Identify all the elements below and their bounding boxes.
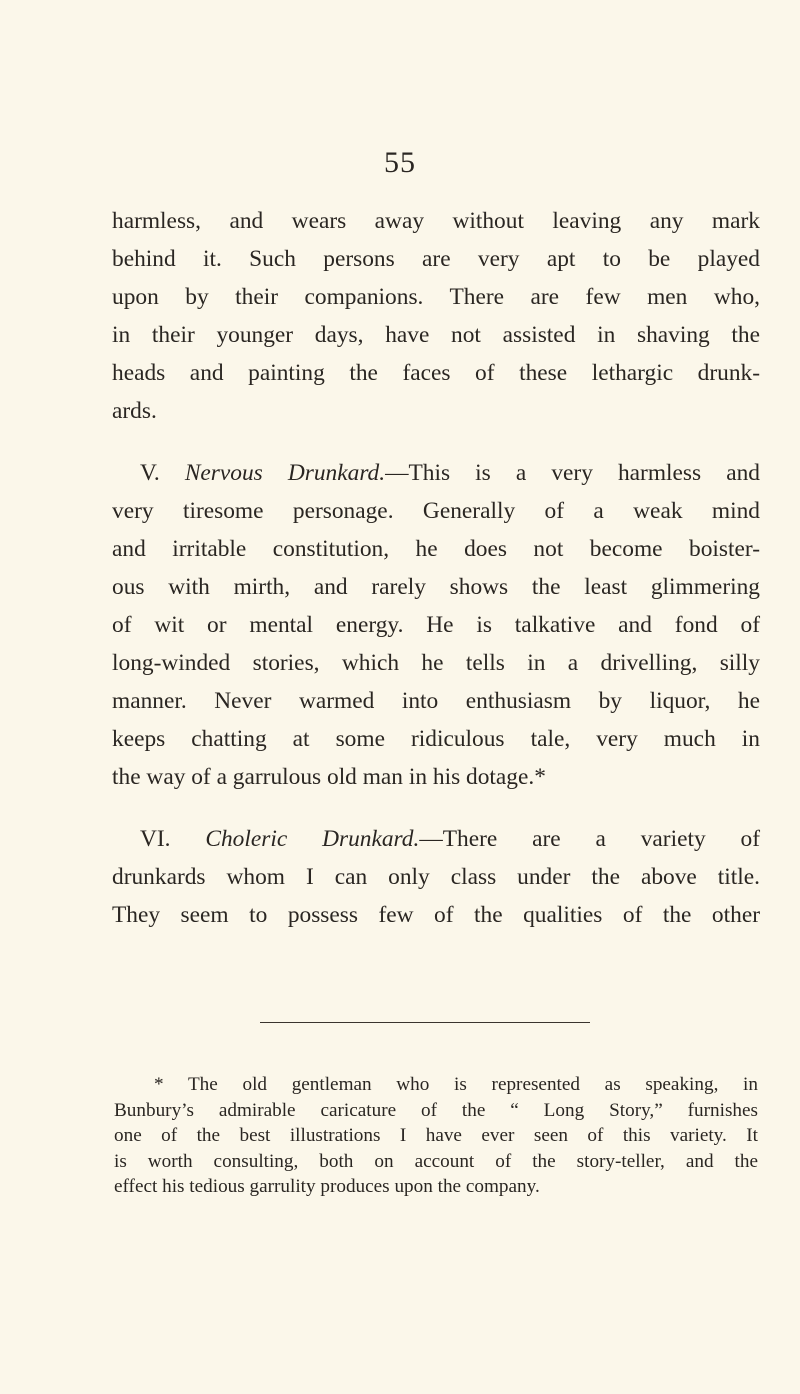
text-line: heads and painting the faces of these lethargic drunk- <box>112 360 760 386</box>
text-line: drunkards whom I can only class under the above title. <box>112 864 760 890</box>
text-line: of wit or mental energy. He is talkative and fond of <box>112 612 760 638</box>
text-line: They seem to possess few of the qualities of the other <box>112 902 760 928</box>
body-text <box>112 202 760 934</box>
text-line: ards. <box>112 398 157 424</box>
page-number: 55 <box>384 146 416 179</box>
text-line: keeps chatting at some ridiculous tale, very much in <box>112 726 760 752</box>
paragraph-choleric-drunkard <box>112 820 760 934</box>
section-numeral: V. <box>140 460 185 486</box>
text-line: manner. Never warmed into enthusiasm by liquor, he <box>112 688 760 714</box>
footnote-divider <box>260 1022 590 1023</box>
footnote-line: effect his tedious garrulity produces upon the company. <box>114 1176 540 1197</box>
footnote-line: one of the best illustrations I have ever seen of this variety. It <box>114 1125 758 1146</box>
paragraph-heading-line <box>112 454 760 492</box>
text-run: —There are a variety of <box>419 826 760 852</box>
paragraph-continuation <box>112 202 760 430</box>
footnote <box>114 1072 758 1200</box>
text-line: in their younger days, have not assisted in shaving the <box>112 322 760 348</box>
text-line: behind it. Such persons are very apt to be played <box>112 246 760 272</box>
footnote-line: is worth consulting, both on account of the story-teller, and the <box>114 1150 758 1172</box>
paragraph-nervous-drunkard <box>112 454 760 796</box>
text-run: —This is a very harmless and <box>385 460 760 486</box>
paragraph-heading-line <box>112 820 760 858</box>
text-line: ous with mirth, and rarely shows the least glimmering <box>112 574 760 600</box>
footnote-line: Bunbury’s admirable caricature of the “ Long Story,” furnishes <box>114 1099 758 1121</box>
footnote-line: * The old gentleman who is represented as speaking, in <box>154 1074 758 1095</box>
text-line: and irritable constitution, he does not become boister- <box>112 536 760 562</box>
section-numeral: VI. <box>140 826 206 852</box>
section-title: Nervous Drunkard. <box>184 460 386 486</box>
text-line: upon by their companions. There are few men who, <box>112 284 760 310</box>
text-line: long-winded stories, which he tells in a drivelling, silly <box>112 650 760 676</box>
text-line: the way of a garrulous old man in his dotage.* <box>112 764 546 790</box>
section-title: Choleric Drunkard. <box>205 826 420 852</box>
text-line: harmless, and wears away without leaving any mark <box>112 208 760 234</box>
text-line: very tiresome personage. Generally of a weak mind <box>112 498 760 524</box>
